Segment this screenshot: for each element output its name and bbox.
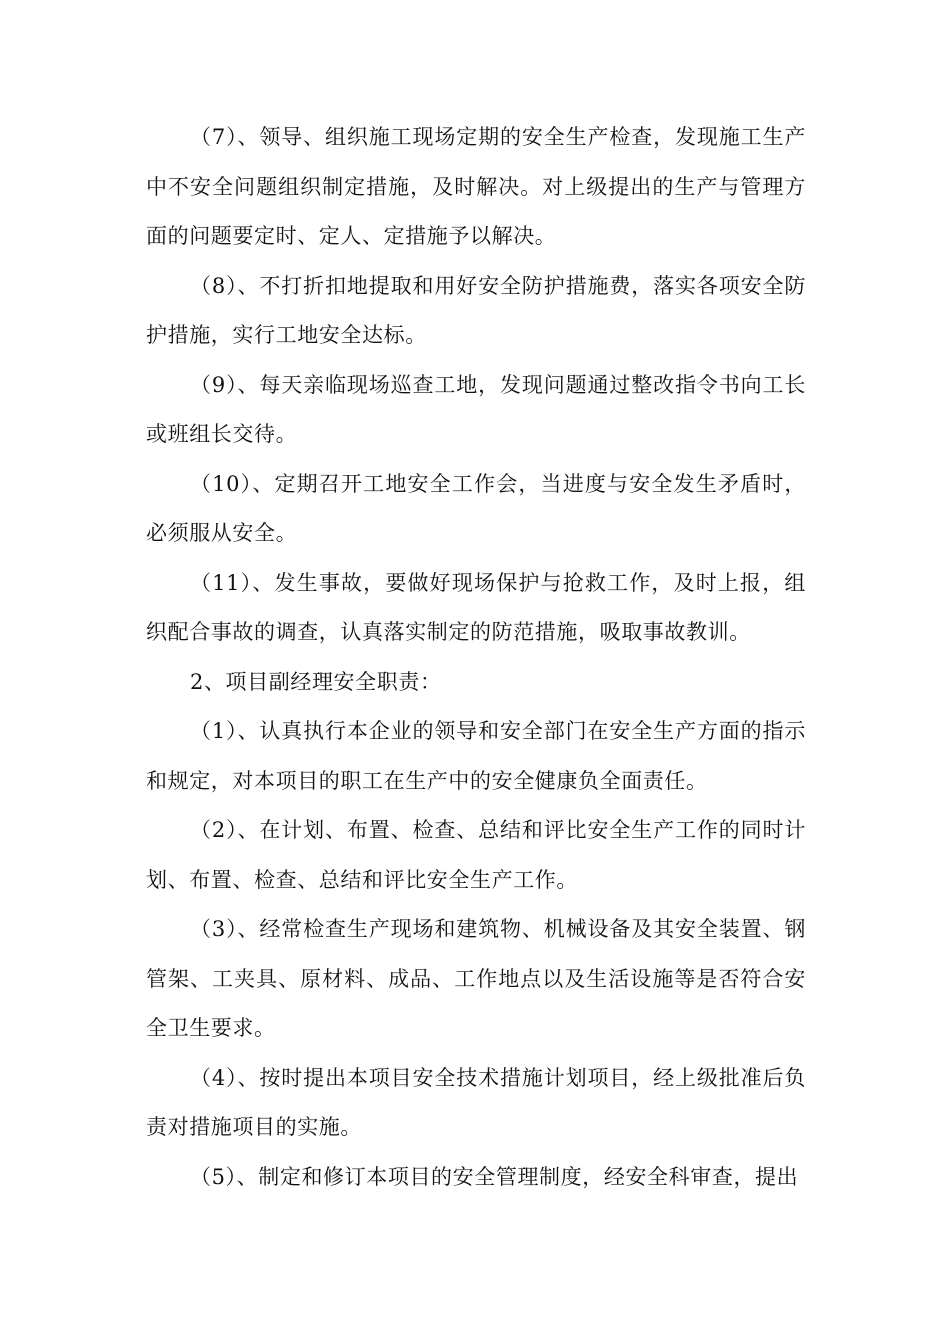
paragraph: （9）、每天亲临现场巡查工地，发现问题通过整改指令书向工长或班组长交待。 (146, 372, 806, 446)
paragraph: （4）、按时提出本项目安全技术措施计划项目，经上级批准后负责对措施项目的实施。 (146, 1065, 806, 1139)
paragraph: （10）、定期召开工地安全工作会，当进度与安全发生矛盾时，必须服从安全。 (146, 471, 806, 545)
paragraph: （5）、制定和修订本项目的安全管理制度，经安全科审查，提出 (190, 1164, 799, 1189)
section-heading: 2、项目副经理安全职责： (190, 669, 442, 694)
paragraph: （11）、发生事故，要做好现场保护与抢救工作，及时上报，组织配合事故的调查，认真落实制定的防范措施，吸取事故教训。 (146, 570, 806, 644)
paragraph: （1）、认真执行本企业的领导和安全部门在安全生产方面的指示和规定，对本项目的职工在生产中的安全健康负全面责任。 (146, 719, 806, 793)
paragraph: （8）、不打折扣地提取和用好安全防护措施费，落实各项安全防护措施，实行工地安全达标。 (146, 273, 806, 347)
paragraph: （3）、经常检查生产现场和建筑物、机械设备及其安全装置、钢管架、工夹具、原材料、成品、工作地点以及生活设施等是否符合安全卫生要求。 (146, 917, 806, 1040)
paragraph: （7）、领导、组织施工现场定期的安全生产检查，发现施工生产中不安全问题组织制定措施，及时解决。对上级提出的生产与管理方面的问题要定时、定人、定措施予以解决。 (146, 125, 806, 248)
document-body (146, 113, 806, 1202)
paragraph: （2）、在计划、布置、检查、总结和评比安全生产工作的同时计划、布置、检查、总结和评比安全生产工作。 (146, 818, 806, 892)
